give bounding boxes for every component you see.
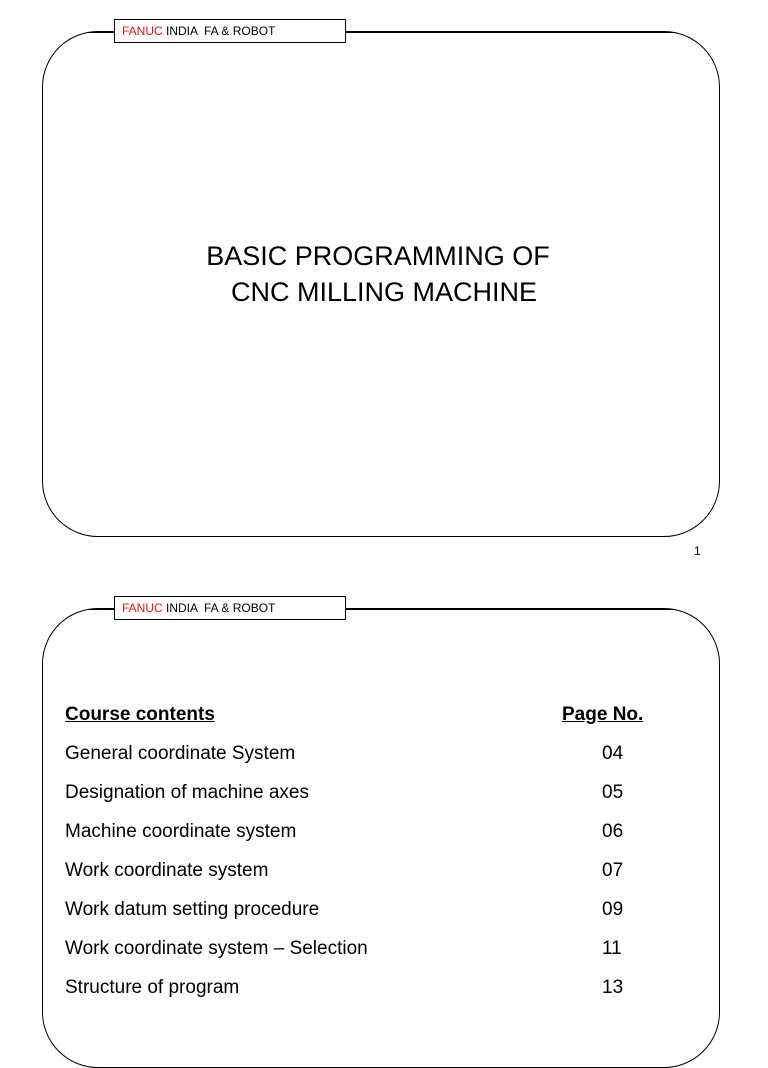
contents-item-page: 05	[602, 782, 624, 803]
header-rule-right	[346, 32, 676, 33]
header-tab	[114, 19, 346, 43]
contents-item-page: 06	[602, 821, 624, 842]
contents-row	[65, 778, 665, 817]
contents-item-label: Structure of program	[65, 977, 240, 998]
contents-row	[65, 817, 665, 856]
contents-item-label: Machine coordinate system	[65, 821, 297, 842]
header-rule-right	[346, 609, 676, 610]
contents-heading: Course contents	[65, 704, 215, 725]
title-line-1: BASIC PROGRAMMING OF	[206, 241, 550, 271]
header-rule-left	[88, 32, 114, 33]
page-number: 1	[694, 544, 701, 558]
contents-item-page: 11	[602, 938, 622, 959]
contents-row	[65, 934, 665, 973]
contents-item-page: 09	[602, 899, 624, 920]
page-no-heading: Page No.	[562, 704, 644, 725]
brand-name: FANUC	[122, 24, 163, 38]
contents-item-page: 13	[602, 977, 624, 998]
header-tab	[114, 596, 346, 620]
contents-row	[65, 973, 665, 1012]
contents-item-label: Work datum setting procedure	[65, 899, 320, 920]
title-line-2: CNC MILLING MACHINE	[230, 277, 538, 307]
header-text: INDIA FA & ROBOT	[162, 601, 276, 615]
contents-item-page: 07	[602, 860, 624, 881]
contents-item-label: General coordinate System	[65, 743, 296, 764]
contents-header-row	[65, 700, 665, 739]
contents-row	[65, 739, 665, 778]
contents-item-label: Work coordinate system – Selection	[65, 938, 368, 959]
contents-item-page: 04	[602, 743, 624, 764]
brand-name: FANUC	[122, 601, 163, 615]
slide-title	[0, 238, 768, 310]
contents-row	[65, 895, 665, 934]
header-text: INDIA FA & ROBOT	[162, 24, 276, 38]
contents-item-label: Designation of machine axes	[65, 782, 309, 803]
header-rule-left	[88, 609, 114, 610]
contents-item-label: Work coordinate system	[65, 860, 269, 881]
course-contents-table	[65, 700, 665, 1012]
contents-row	[65, 856, 665, 895]
